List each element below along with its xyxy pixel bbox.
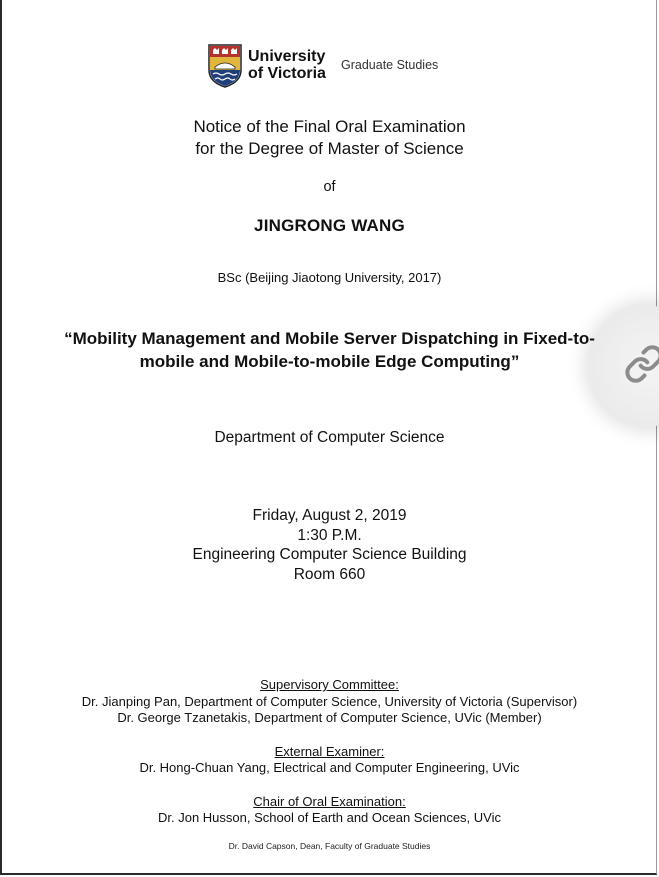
exam-time: 1:30 P.M. <box>297 526 362 544</box>
committee-member: Dr. George Tzanetakis, Department of Computer Science, UVic (Member) <box>117 710 542 725</box>
external-examiner: Dr. Hong-Chuan Yang, Electrical and Computer Engineering, UVic <box>139 760 520 775</box>
exam-room: Room 660 <box>293 565 366 583</box>
external-examiner-heading: External Examiner: <box>274 743 385 759</box>
logo-department: Graduate Studies <box>341 58 439 72</box>
department: Department of Computer Science <box>214 429 445 446</box>
supervisory-committee-heading: Supervisory Committee: <box>260 677 399 692</box>
thesis-title-line-2: mobile and Mobile-to-mobile Edge Computing” <box>139 352 520 371</box>
notice-line-2: for the Degree of Master of Science <box>195 139 464 158</box>
dean-line: Dr. David Capson, Dean, Faculty of Graduate Studies <box>228 841 431 851</box>
thesis-title <box>0 327 659 373</box>
exam-schedule <box>0 506 659 584</box>
university-crest-icon <box>208 44 242 88</box>
candidate-name: JINGRONG WANG <box>254 216 405 235</box>
notice-heading <box>0 116 659 160</box>
exam-date: Friday, August 2, 2019 <box>252 507 407 524</box>
prior-degree: BSc (Beijing Jiaotong University, 2017) <box>217 270 442 285</box>
of-label: of <box>323 179 336 195</box>
thesis-title-line-1: “Mobility Management and Mobile Server Dispatching in Fixed-to- <box>64 329 595 348</box>
committee-section <box>0 677 659 827</box>
chair-heading: Chair of Oral Examination: <box>253 793 406 809</box>
committee-member: Dr. Jianping Pan, Department of Computer Science, University of Victoria (Supervisor) <box>81 693 578 709</box>
university-name: University of Victoria <box>248 48 326 82</box>
chair-member: Dr. Jon Husson, School of Earth and Ocean Sciences, UVic <box>158 810 501 825</box>
notice-line-1: Notice of the Final Oral Examination <box>193 117 466 136</box>
exam-building: Engineering Computer Science Building <box>192 546 467 563</box>
link-icon <box>624 344 659 384</box>
